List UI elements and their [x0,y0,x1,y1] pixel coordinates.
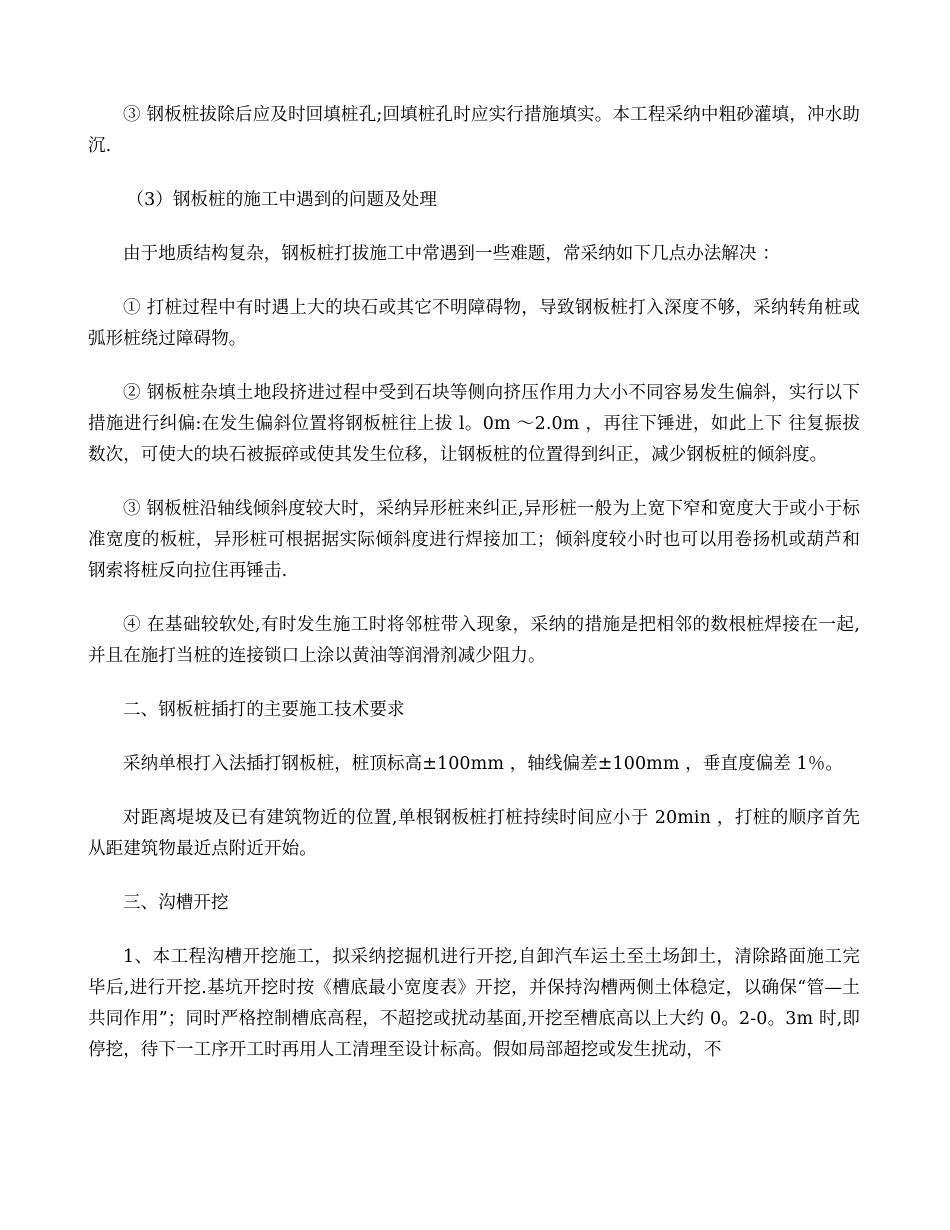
paragraph-soft-foundation: ④ 在基础较软处,有时发生施工时将邻桩带入现象，采纳的措施是把相邻的数根桩焊接在一起,并且在施打当桩的连接锁口上涂以黄油等润滑剂减少阻力。 [88,615,860,666]
paragraph-special-shaped-pile: ③ 钢板桩沿轴线倾斜度较大时，采纳异形桩来纠正,异形桩一般为上宽下窄和宽度大于或小于标准宽度的板桩，异形桩可根据据实际倾斜度进行焊接加工；倾斜度较小时也可以用卷扬机或葫芦和钢索将桩反向拉住再锤击. [88,499,860,581]
document-body [88,100,860,1089]
paragraph-excavation-method: 1、本工程沟槽开挖施工，拟采纳挖掘机进行开挖,自卸汽车运土至土场卸土，清除路面施工完毕后,进行开挖.基坑开挖时按《槽底最小宽度表》开挖，并保持沟槽两侧土体稳定，以确保“管—土共同作用”；同时严格控制槽底高程，不超挖或扰动基面,开挖至槽底高以上大约 0。2-0。3m 时,即停挖，待下一工序开工时再用人工清理至设计标高。假如局部超挖或发生扰动，不 [88,947,860,1060]
paragraph-deviation-correction: ② 钢板桩杂填土地段挤进过程中受到石块等侧向挤压作用力大小不同容易发生偏斜，实行以下措施进行纠偏:在发生偏斜位置将钢板桩往上拔 l。0m ～2.0m ，再往下锤进，如此上下 往复振拔数次，可使大的块石被振碎或使其发生位移，让钢板桩的位置得到纠正，减少钢板桩的倾斜度。 [88,383,860,465]
paragraph-tolerance-requirements: 采纳单根打入法插打钢板桩，桩顶标高±100mm ，轴线偏差±100mm ，垂直度偏差 1％。 [123,754,843,774]
paragraph-geology-intro: 由于地质结构复杂，钢板桩打拔施工中常遇到一些难题，常采纳如下几点办法解决 ： [123,244,780,264]
section-heading-technical-requirements: 二、钢板桩插打的主要施工技术要求 [123,700,405,720]
section-heading-problems-handling: （3）钢板桩的施工中遇到的问题及处理 [126,190,437,210]
paragraph-steel-sheet-pile-backfill: ③ 钢板桩拔除后应及时回填桩孔;回填桩孔时应实行措施填实。本工程采纳中粗砂灌填，冲水助沉. [88,105,860,156]
paragraph-driving-duration: 对距离堤坡及已有建筑物近的位置,单根钢板桩打桩持续时间应小于 20min ，打桩的顺序首先从距建筑物最近点附近开始。 [88,808,860,859]
section-heading-trench-excavation: 三、沟槽开挖 [123,893,229,913]
paragraph-obstacle-handling: ① 打桩过程中有时遇上大的块石或其它不明障碍物，导致钢板桩打入深度不够，采纳转角桩或弧形桩绕过障碍物。 [88,298,860,349]
